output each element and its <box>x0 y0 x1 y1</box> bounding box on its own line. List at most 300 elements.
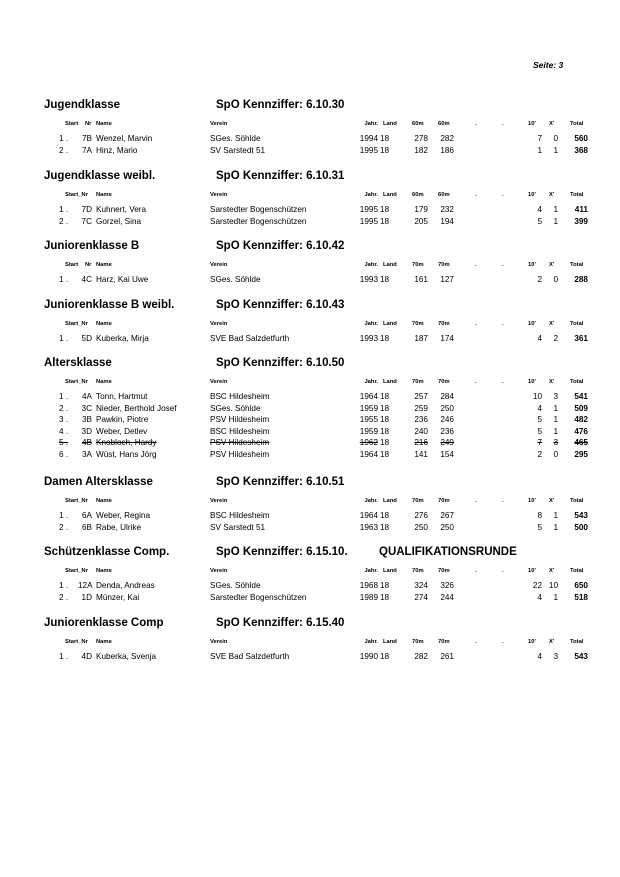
jahr-cell: 1995 <box>359 145 378 155</box>
class-name: Jugendklasse weibl. <box>44 170 156 182</box>
place-cell: 1 . <box>59 334 69 343</box>
total-cell: 543 <box>574 652 588 661</box>
x-cell: 3 <box>553 392 558 401</box>
x-header-cell: X' <box>549 121 555 127</box>
d1-cell: 276 <box>414 511 428 520</box>
jahr-cell: 1964 <box>359 392 378 401</box>
place-cell: 1 . <box>59 652 69 661</box>
nr-cell: 7B <box>81 134 92 143</box>
result-row <box>0 217 620 229</box>
land-cell: 18 <box>380 392 390 401</box>
result-row <box>0 581 620 593</box>
place-cell: 3 . <box>59 415 69 425</box>
column-header-row <box>0 262 620 274</box>
name-cell: Gorzel, Sina <box>96 216 142 226</box>
result-row <box>0 438 620 450</box>
ten-header-cell: 10' <box>528 121 536 127</box>
total-header-cell: Total <box>570 262 584 268</box>
verein-cell: BSC Hildesheim <box>210 392 270 401</box>
dot-header-cell: . <box>502 379 504 385</box>
result-row <box>0 450 620 462</box>
verein-cell: SV Sarstedt 51 <box>210 522 266 532</box>
verein-cell: PSV Hildesheim <box>210 450 270 459</box>
jahr-cell: 1955 <box>359 415 378 425</box>
dist2-header-cell: 60m <box>438 121 450 127</box>
total-cell: 650 <box>574 581 588 590</box>
jahr-cell: 1964 <box>359 511 378 520</box>
verein-cell: SVE Bad Salzdetfurth <box>210 334 290 343</box>
dot-header-cell: . <box>475 321 477 327</box>
verein-header-cell: Verein <box>210 192 228 198</box>
name-cell: Kuberka, Mirja <box>96 334 149 343</box>
ten-header-cell: 10' <box>528 379 536 385</box>
place-cell: 2 . <box>59 145 69 155</box>
name-header-cell: Name <box>96 639 112 645</box>
jahr-cell: 1959 <box>359 403 378 413</box>
d2-cell: 174 <box>440 334 454 343</box>
verein-header-cell: Verein <box>210 639 228 645</box>
name-cell: Münzer, Kai <box>96 592 140 602</box>
place-cell: 2 . <box>59 522 69 532</box>
nr-cell: 1D <box>81 592 92 602</box>
dist1-header-cell: 60m <box>412 121 424 127</box>
name-header-cell: Name <box>96 498 112 504</box>
jahr-header-cell: Jahr. <box>364 498 378 504</box>
place-cell: 2 . <box>59 216 69 226</box>
land-header-cell: Land <box>383 121 397 127</box>
name-header-cell: Name <box>96 379 112 385</box>
d2-cell: 249 <box>440 438 454 448</box>
x-cell: 0 <box>553 275 558 284</box>
d2-cell: 282 <box>440 134 454 143</box>
x-cell: 1 <box>553 205 558 214</box>
verein-cell: SV Sarstedt 51 <box>210 145 266 155</box>
land-cell: 18 <box>380 334 390 343</box>
spo-code: SpO Kennziffer: 6.10.43 <box>216 299 345 311</box>
place-cell: 1 . <box>59 581 69 590</box>
x-cell: 1 <box>553 522 558 532</box>
land-cell: 18 <box>380 426 390 436</box>
verein-cell: SGes. Söhlde <box>210 134 261 143</box>
total-cell: 476 <box>574 426 588 436</box>
name-header-cell: Name <box>96 262 112 268</box>
total-cell: 361 <box>574 334 588 343</box>
total-cell: 518 <box>574 592 588 602</box>
spo-code: SpO Kennziffer: 6.10.30 <box>216 99 345 111</box>
name-cell: Weber, Regina <box>96 511 151 520</box>
nr-cell: 7C <box>81 216 92 226</box>
dot-header-cell: . <box>475 568 477 574</box>
column-header-row <box>0 568 620 580</box>
nr-cell: 4D <box>81 652 92 661</box>
total-cell: 411 <box>574 205 588 214</box>
x-cell: 1 <box>553 403 558 413</box>
x-header-cell: X' <box>549 639 555 645</box>
x-header-cell: X' <box>549 379 555 385</box>
land-cell: 18 <box>380 216 390 226</box>
nr-cell: 7A <box>81 145 92 155</box>
x-header-cell: X' <box>549 192 555 198</box>
dot-header-cell: . <box>502 121 504 127</box>
nr-cell: 3B <box>81 415 92 425</box>
name-cell: Pawkin, Piotre <box>96 415 149 425</box>
dot-header-cell: . <box>502 321 504 327</box>
verein-cell: BSC Hildesheim <box>210 426 270 436</box>
d2-cell: 194 <box>440 216 454 226</box>
land-cell: 18 <box>380 581 390 590</box>
section-title <box>44 476 345 488</box>
x-cell: 1 <box>553 592 558 602</box>
dist1-header-cell: 70m <box>412 262 424 268</box>
jahr-cell: 1995 <box>359 205 378 214</box>
ten-cell: 4 <box>537 403 542 413</box>
dist1-header-cell: 70m <box>412 321 424 327</box>
d2-cell: 127 <box>440 275 454 284</box>
dist2-header-cell: 70m <box>438 639 450 645</box>
verein-cell: SVE Bad Salzdetfurth <box>210 652 290 661</box>
d1-cell: 205 <box>414 216 428 226</box>
total-cell: 541 <box>574 392 588 401</box>
nr-cell: 5D <box>81 334 92 343</box>
section-title <box>44 357 345 369</box>
start-nr-header-cell: Start_Nr <box>65 321 88 327</box>
start-header-cell: Start <box>65 262 79 268</box>
nr-cell: 4B <box>81 438 92 448</box>
name-header-cell: Name <box>96 321 112 327</box>
section-title <box>44 299 345 311</box>
d1-cell: 161 <box>414 275 428 284</box>
result-row <box>0 523 620 535</box>
land-header-cell: Land <box>383 498 397 504</box>
jahr-cell: 1964 <box>359 450 378 459</box>
jahr-cell: 1968 <box>359 581 378 590</box>
ten-header-cell: 10' <box>528 321 536 327</box>
verein-cell: Sarstedter Bogenschützen <box>210 205 307 214</box>
dot-header-cell: . <box>475 262 477 268</box>
d1-cell: 240 <box>414 426 428 436</box>
result-row <box>0 652 620 664</box>
nr-cell: 6A <box>81 511 92 520</box>
ten-header-cell: 10' <box>528 639 536 645</box>
x-cell: 0 <box>553 450 558 459</box>
dist2-header-cell: 70m <box>438 262 450 268</box>
dist1-header-cell: 70m <box>412 379 424 385</box>
total-header-cell: Total <box>570 568 584 574</box>
jahr-header-cell: Jahr. <box>364 321 378 327</box>
dist1-header-cell: 70m <box>412 498 424 504</box>
land-cell: 18 <box>380 652 390 661</box>
x-cell: 3 <box>553 652 558 661</box>
verein-cell: BSC Hildesheim <box>210 511 270 520</box>
column-header-row <box>0 639 620 651</box>
total-header-cell: Total <box>570 321 584 327</box>
jahr-cell: 1989 <box>359 592 378 602</box>
dot-header-cell: . <box>502 262 504 268</box>
result-row <box>0 415 620 427</box>
total-cell: 560 <box>574 134 588 143</box>
x-cell: 2 <box>553 334 558 343</box>
ten-cell: 5 <box>537 216 542 226</box>
land-header-cell: Land <box>383 192 397 198</box>
spo-code: SpO Kennziffer: 6.10.50 <box>216 357 345 369</box>
name-header-cell: Name <box>96 568 112 574</box>
x-header-cell: X' <box>549 568 555 574</box>
x-cell: 3 <box>553 438 558 448</box>
verein-header-cell: Verein <box>210 568 228 574</box>
d2-cell: 154 <box>440 450 454 459</box>
d1-cell: 141 <box>414 450 428 459</box>
place-cell: 6 . <box>59 450 69 459</box>
jahr-cell: 1959 <box>359 426 378 436</box>
column-header-row <box>0 192 620 204</box>
land-cell: 18 <box>380 134 390 143</box>
total-header-cell: Total <box>570 121 584 127</box>
section-title <box>44 240 345 252</box>
d1-cell: 257 <box>414 392 428 401</box>
d2-cell: 284 <box>440 392 454 401</box>
result-row <box>0 134 620 146</box>
ten-cell: 5 <box>537 522 542 532</box>
ten-cell: 2 <box>537 275 542 284</box>
ten-cell: 4 <box>537 334 542 343</box>
name-cell: Rabe, Ulrike <box>96 522 142 532</box>
total-cell: 543 <box>574 511 588 520</box>
class-name: Damen Altersklasse <box>44 476 153 488</box>
name-cell: Kuberka, Svenja <box>96 652 157 661</box>
start-nr-header-cell: Start_Nr <box>65 568 88 574</box>
result-row <box>0 404 620 416</box>
d1-cell: 250 <box>414 522 428 532</box>
jahr-cell: 1994 <box>359 134 378 143</box>
d2-cell: 326 <box>440 581 454 590</box>
ten-cell: 2 <box>537 450 542 459</box>
verein-header-cell: Verein <box>210 321 228 327</box>
spo-code: SpO Kennziffer: 6.10.51 <box>216 476 345 488</box>
d2-cell: 246 <box>440 415 454 425</box>
jahr-cell: 1962 <box>359 438 378 448</box>
land-cell: 18 <box>380 438 390 448</box>
jahr-cell: 1995 <box>359 216 378 226</box>
nr-header-cell: Nr <box>85 121 92 127</box>
column-header-row <box>0 121 620 133</box>
name-header-cell: Name <box>96 121 112 127</box>
d1-cell: 282 <box>414 652 428 661</box>
d2-cell: 236 <box>440 426 454 436</box>
verein-header-cell: Verein <box>210 262 228 268</box>
section-title <box>44 617 345 629</box>
ten-cell: 1 <box>537 145 542 155</box>
d1-cell: 324 <box>414 581 428 590</box>
start-nr-header-cell: Start_Nr <box>65 192 88 198</box>
land-cell: 18 <box>380 450 390 459</box>
result-row <box>0 146 620 158</box>
land-cell: 18 <box>380 205 390 214</box>
verein-cell: PSV Hildesheim <box>210 438 270 448</box>
dist2-header-cell: 70m <box>438 568 450 574</box>
land-header-cell: Land <box>383 568 397 574</box>
total-header-cell: Total <box>570 379 584 385</box>
total-cell: 500 <box>574 522 588 532</box>
jahr-header-cell: Jahr. <box>364 192 378 198</box>
d1-cell: 236 <box>414 415 428 425</box>
dot-header-cell: . <box>502 498 504 504</box>
section-title <box>44 99 345 111</box>
name-header-cell: Name <box>96 192 112 198</box>
verein-cell: SGes. Söhlde <box>210 581 261 590</box>
verein-cell: Sarstedter Bogenschützen <box>210 592 307 602</box>
place-cell: 2 . <box>59 403 69 413</box>
nr-cell: 3D <box>81 426 92 436</box>
ten-header-cell: 10' <box>528 262 536 268</box>
dot-header-cell: . <box>502 639 504 645</box>
dot-header-cell: . <box>475 121 477 127</box>
dist1-header-cell: 70m <box>412 568 424 574</box>
nr-cell: 7D <box>81 205 92 214</box>
land-header-cell: Land <box>383 262 397 268</box>
x-header-cell: X' <box>549 321 555 327</box>
column-header-row <box>0 498 620 510</box>
total-cell: 368 <box>574 145 588 155</box>
place-cell: 5 . <box>59 438 69 448</box>
d2-cell: 250 <box>440 522 454 532</box>
result-row <box>0 275 620 287</box>
ten-cell: 5 <box>537 426 542 436</box>
x-cell: 1 <box>553 511 558 520</box>
result-row <box>0 205 620 217</box>
name-cell: Nieder, Berthold Josef <box>96 403 177 413</box>
column-header-row <box>0 379 620 391</box>
ten-cell: 4 <box>537 652 542 661</box>
place-cell: 2 . <box>59 592 69 602</box>
page-number: Seite: 3 <box>533 60 564 70</box>
place-cell: 1 . <box>59 275 69 284</box>
dot-header-cell: . <box>502 192 504 198</box>
dot-header-cell: . <box>502 568 504 574</box>
place-cell: 1 . <box>59 205 69 214</box>
total-cell: 482 <box>574 415 588 425</box>
dist2-header-cell: 70m <box>438 379 450 385</box>
spo-code: SpO Kennziffer: 6.15.10. <box>216 546 348 558</box>
land-cell: 18 <box>380 145 390 155</box>
result-row <box>0 334 620 346</box>
ten-header-cell: 10' <box>528 568 536 574</box>
land-header-cell: Land <box>383 321 397 327</box>
nr-header-cell: Nr <box>85 262 92 268</box>
jahr-header-cell: Jahr. <box>364 639 378 645</box>
jahr-cell: 1963 <box>359 522 378 532</box>
jahr-header-cell: Jahr. <box>364 568 378 574</box>
land-cell: 18 <box>380 592 390 602</box>
dist2-header-cell: 60m <box>438 192 450 198</box>
total-header-cell: Total <box>570 639 584 645</box>
spo-code: SpO Kennziffer: 6.10.42 <box>216 240 345 252</box>
nr-cell: 12A <box>78 581 93 590</box>
dot-header-cell: . <box>475 379 477 385</box>
spo-code: SpO Kennziffer: 6.15.40 <box>216 617 345 629</box>
name-cell: Harz, Kai Uwe <box>96 275 149 284</box>
total-cell: 509 <box>574 403 588 413</box>
jahr-cell: 1990 <box>359 652 378 661</box>
dist1-header-cell: 60m <box>412 192 424 198</box>
verein-cell: Sarstedter Bogenschützen <box>210 216 307 226</box>
x-cell: 0 <box>553 134 558 143</box>
d1-cell: 278 <box>414 134 428 143</box>
verein-header-cell: Verein <box>210 379 228 385</box>
dot-header-cell: . <box>475 192 477 198</box>
ten-cell: 7 <box>537 134 542 143</box>
section-title <box>44 546 517 558</box>
name-cell: Tonn, Hartmut <box>96 392 148 401</box>
nr-cell: 4A <box>81 392 92 401</box>
nr-cell: 3A <box>81 450 92 459</box>
x-header-cell: X' <box>549 262 555 268</box>
d1-cell: 259 <box>414 403 428 413</box>
place-cell: 1 . <box>59 511 69 520</box>
result-row <box>0 392 620 404</box>
d2-cell: 250 <box>440 403 454 413</box>
d2-cell: 267 <box>440 511 454 520</box>
start-nr-header-cell: Start_Nr <box>65 639 88 645</box>
total-cell: 399 <box>574 216 588 226</box>
class-name: Juniorenklasse B weibl. <box>44 299 175 311</box>
name-cell: Weber, Detlev <box>96 426 148 436</box>
d1-cell: 216 <box>414 438 428 448</box>
name-cell: Knobloch, Hardy <box>96 438 157 448</box>
result-row <box>0 427 620 439</box>
x-cell: 1 <box>553 145 558 155</box>
ten-cell: 7 <box>537 438 542 448</box>
class-name: Schützenklasse Comp. <box>44 546 170 558</box>
verein-header-cell: Verein <box>210 498 228 504</box>
dist1-header-cell: 70m <box>412 639 424 645</box>
total-cell: 465 <box>574 438 588 448</box>
verein-cell: SGes. Söhlde <box>210 275 261 284</box>
land-cell: 18 <box>380 511 390 520</box>
class-name: Juniorenklasse Comp <box>44 617 164 629</box>
land-cell: 18 <box>380 415 390 425</box>
ten-header-cell: 10' <box>528 498 536 504</box>
round-label: QUALIFIKATIONSRUNDE <box>379 546 517 558</box>
place-cell: 1 . <box>59 392 69 401</box>
result-row <box>0 511 620 523</box>
nr-cell: 6B <box>81 522 92 532</box>
class-name: Jugendklasse <box>44 99 121 111</box>
land-cell: 18 <box>380 522 390 532</box>
class-name: Altersklasse <box>44 357 112 369</box>
jahr-header-cell: Jahr. <box>364 121 378 127</box>
place-cell: 4 . <box>59 426 69 436</box>
ten-cell: 4 <box>537 205 542 214</box>
class-name: Juniorenklasse B <box>44 240 140 252</box>
ten-cell: 22 <box>532 581 542 590</box>
x-header-cell: X' <box>549 498 555 504</box>
dot-header-cell: . <box>475 639 477 645</box>
jahr-header-cell: Jahr. <box>364 262 378 268</box>
dist2-header-cell: 70m <box>438 498 450 504</box>
start-header-cell: Start <box>65 121 79 127</box>
total-cell: 288 <box>574 275 588 284</box>
x-cell: 10 <box>548 581 558 590</box>
ten-cell: 10 <box>532 392 542 401</box>
verein-header-cell: Verein <box>210 121 228 127</box>
name-cell: Denda, Andreas <box>96 581 155 590</box>
name-cell: Hinz, Mario <box>96 145 138 155</box>
jahr-cell: 1993 <box>359 275 378 284</box>
total-header-cell: Total <box>570 498 584 504</box>
d2-cell: 261 <box>440 652 454 661</box>
d1-cell: 274 <box>414 592 428 602</box>
spo-code: SpO Kennziffer: 6.10.31 <box>216 170 345 182</box>
